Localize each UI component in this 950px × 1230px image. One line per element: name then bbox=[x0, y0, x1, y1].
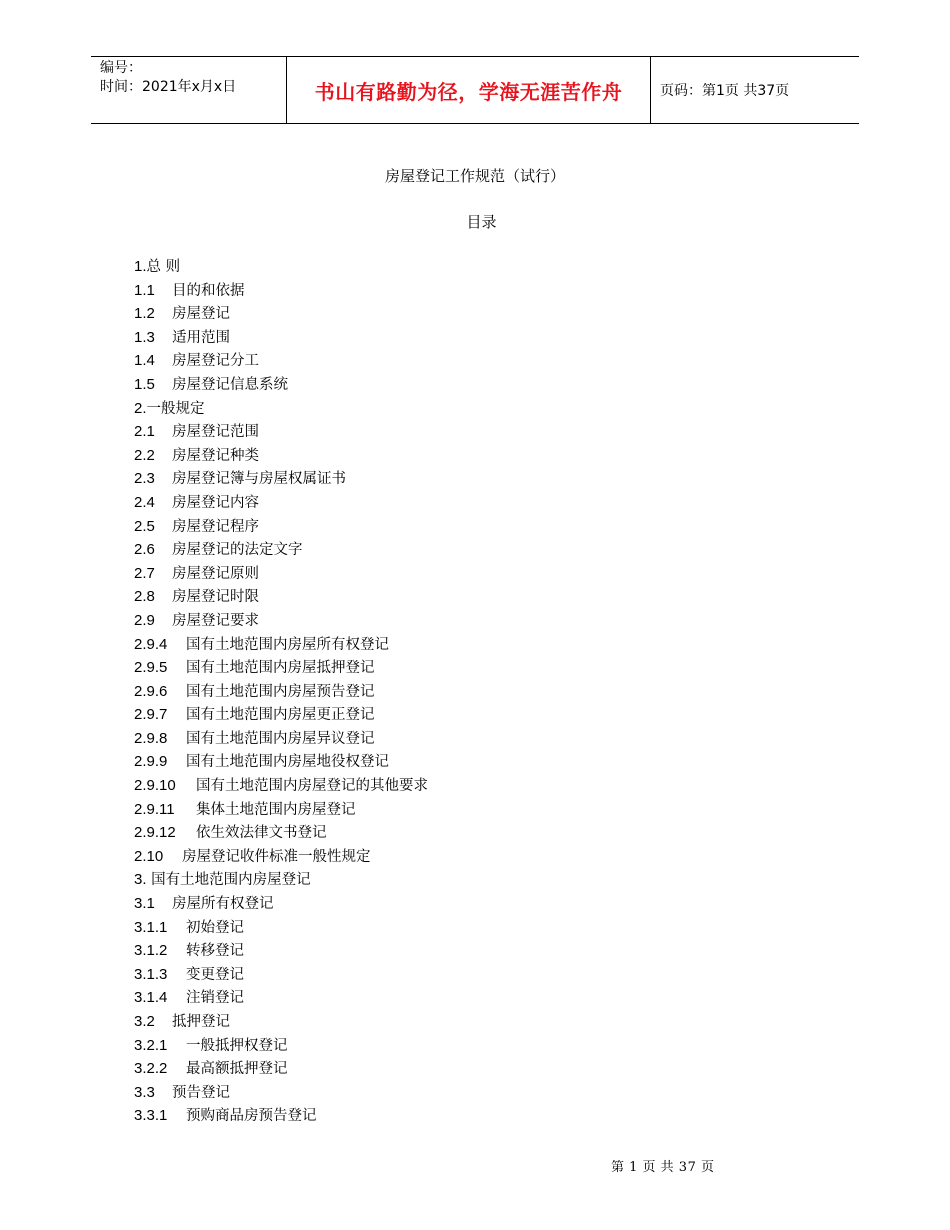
toc-entry bbox=[134, 727, 428, 751]
toc-entry-number: 1. bbox=[134, 258, 147, 275]
toc-entry bbox=[134, 1104, 428, 1128]
toc-entry bbox=[134, 467, 428, 491]
toc-entry-number: 2.9.6 bbox=[134, 682, 168, 700]
toc-entry bbox=[134, 845, 428, 869]
toc-entry-number: 3.1.1 bbox=[134, 918, 168, 936]
toc-entry-number: 2.9.4 bbox=[134, 635, 168, 653]
toc-entry-text: 最高额抵押登记 bbox=[186, 1061, 288, 1078]
toc-entry-text: 抵押登记 bbox=[172, 1014, 230, 1030]
toc-entry bbox=[134, 774, 428, 798]
toc-entry-text: 预购商品房预告登记 bbox=[186, 1108, 317, 1125]
toc-entry bbox=[134, 633, 428, 657]
toc-entry-number: 2.1 bbox=[134, 423, 155, 441]
toc-entry-number: 1.3 bbox=[134, 328, 155, 346]
toc-entry-number: 2.10 bbox=[134, 847, 164, 865]
toc-entry-number: 3.1.2 bbox=[134, 942, 168, 960]
toc-entry bbox=[134, 255, 428, 279]
toc-entry bbox=[134, 562, 428, 586]
toc-entry bbox=[134, 538, 428, 562]
toc-entry-text: 房屋登记信息系统 bbox=[172, 376, 288, 393]
toc-entry bbox=[134, 420, 428, 444]
number-label: 编号： bbox=[100, 60, 142, 76]
toc-entry bbox=[134, 798, 428, 822]
toc-entry bbox=[134, 680, 428, 704]
toc-entry bbox=[134, 609, 428, 633]
toc-entry bbox=[134, 986, 428, 1010]
toc-entry-number: 3.3.1 bbox=[134, 1107, 168, 1125]
toc-entry-text: 目的和依据 bbox=[172, 282, 245, 299]
toc-entry bbox=[134, 279, 428, 303]
toc-entry-number: 1.4 bbox=[134, 352, 155, 370]
toc-entry bbox=[134, 939, 428, 963]
toc-entry-text: 国有土地范围内房屋异议登记 bbox=[186, 730, 375, 747]
toc-entry bbox=[134, 326, 428, 350]
toc-entry-text: 房屋登记要求 bbox=[172, 612, 259, 629]
toc-entry-text: 依生效法律文书登记 bbox=[196, 825, 327, 842]
toc-entry-text: 房屋登记收件标准一般性规定 bbox=[182, 848, 371, 865]
toc-entry-text: 总 则 bbox=[146, 259, 181, 275]
toc-entry-text: 注销登记 bbox=[186, 990, 244, 1007]
toc-entry-number: 2.8 bbox=[134, 588, 155, 606]
time-label: 时间：2021年x月x日 bbox=[100, 79, 237, 95]
toc-title: 目录 bbox=[466, 213, 497, 231]
toc-entry-text: 变更登记 bbox=[186, 966, 244, 983]
toc-entry bbox=[134, 916, 428, 940]
toc-entry-text: 房屋登记的法定文字 bbox=[172, 542, 303, 559]
toc-entry-number: 2.9.5 bbox=[134, 659, 168, 677]
toc-entry-number: 3. bbox=[134, 871, 147, 889]
toc-entry-number: 2.9.10 bbox=[134, 777, 176, 795]
toc-entry-text: 房屋登记分工 bbox=[172, 353, 259, 370]
toc-entry-text: 国有土地范围内房屋更正登记 bbox=[186, 707, 375, 724]
toc-entry bbox=[134, 1081, 428, 1105]
table-of-contents bbox=[134, 255, 428, 1128]
toc-entry-text: 国有土地范围内房屋所有权登记 bbox=[186, 636, 389, 653]
toc-entry-text: 房屋登记时限 bbox=[172, 589, 259, 606]
toc-entry-number: 2.9.8 bbox=[134, 729, 168, 747]
toc-entry-text: 一般规定 bbox=[146, 400, 205, 417]
toc-entry-number: 2.9.11 bbox=[134, 800, 175, 818]
toc-entry-number: 2. bbox=[134, 399, 147, 417]
header-motto: 书山有路勤为径，学海无涯苦作舟 bbox=[287, 57, 651, 123]
toc-entry-number: 2.5 bbox=[134, 517, 155, 535]
toc-entry bbox=[134, 868, 428, 892]
toc-entry-text: 国有土地范围内房屋预告登记 bbox=[186, 683, 375, 700]
toc-entry-number: 1.2 bbox=[134, 305, 155, 323]
toc-entry-text: 集体土地范围内房屋登记 bbox=[196, 801, 356, 818]
document-title: 房屋登记工作规范（试行） bbox=[384, 167, 565, 185]
toc-entry-number: 2.4 bbox=[134, 493, 155, 511]
toc-entry bbox=[134, 373, 428, 397]
toc-entry-number: 1.1 bbox=[134, 281, 155, 299]
toc-entry-text: 预告登记 bbox=[172, 1084, 230, 1101]
toc-entry bbox=[134, 750, 428, 774]
toc-entry-number: 2.6 bbox=[134, 541, 155, 559]
toc-entry-text: 房屋登记内容 bbox=[172, 494, 259, 511]
toc-entry-text: 房屋登记范围 bbox=[172, 424, 259, 441]
toc-entry-text: 转移登记 bbox=[186, 943, 244, 960]
toc-entry bbox=[134, 491, 428, 515]
toc-entry bbox=[134, 397, 428, 421]
toc-entry bbox=[134, 1010, 428, 1034]
toc-entry-text: 初始登记 bbox=[186, 919, 244, 936]
toc-entry bbox=[134, 656, 428, 680]
toc-entry-text: 适用范围 bbox=[172, 329, 230, 346]
toc-entry bbox=[134, 892, 428, 916]
toc-entry bbox=[134, 821, 428, 845]
toc-entry-number: 2.9 bbox=[134, 611, 155, 629]
toc-entry-number: 3.2.2 bbox=[134, 1060, 168, 1078]
toc-entry-text: 国有土地范围内房屋抵押登记 bbox=[186, 660, 375, 677]
toc-entry-number: 2.9.12 bbox=[134, 824, 176, 842]
toc-entry-number: 3.3 bbox=[134, 1083, 155, 1101]
header-page-label: 页码：第1页 共37页 bbox=[660, 83, 790, 99]
toc-entry bbox=[134, 1034, 428, 1058]
toc-entry-text: 房屋登记簿与房屋权属证书 bbox=[172, 471, 346, 488]
toc-entry-number: 3.1.4 bbox=[134, 989, 168, 1007]
toc-entry-text: 国有土地范围内房屋登记 bbox=[146, 872, 311, 889]
toc-entry-number: 2.9.9 bbox=[134, 753, 168, 771]
toc-entry-number: 1.5 bbox=[134, 375, 155, 393]
toc-entry-number: 2.9.7 bbox=[134, 706, 168, 724]
toc-entry bbox=[134, 1057, 428, 1081]
toc-entry-text: 国有土地范围内房屋地役权登记 bbox=[186, 754, 389, 771]
toc-entry-text: 房屋登记原则 bbox=[172, 565, 259, 582]
toc-entry-number: 3.2.1 bbox=[134, 1036, 168, 1054]
toc-entry bbox=[134, 515, 428, 539]
toc-entry bbox=[134, 963, 428, 987]
toc-entry-text: 房屋登记 bbox=[172, 306, 230, 323]
toc-entry bbox=[134, 349, 428, 373]
toc-entry-number: 2.7 bbox=[134, 564, 155, 582]
toc-entry-text: 国有土地范围内房屋登记的其他要求 bbox=[196, 778, 428, 795]
toc-entry-number: 3.1.3 bbox=[134, 965, 168, 983]
toc-entry bbox=[134, 444, 428, 468]
toc-entry bbox=[134, 585, 428, 609]
header-meta bbox=[91, 57, 287, 123]
toc-entry-number: 3.2 bbox=[134, 1013, 155, 1030]
toc-entry-number: 3.1 bbox=[134, 895, 155, 913]
toc-entry-text: 房屋登记程序 bbox=[172, 518, 259, 535]
toc-entry-number: 2.3 bbox=[134, 470, 155, 488]
toc-entry bbox=[134, 302, 428, 326]
toc-entry-text: 房屋所有权登记 bbox=[172, 896, 274, 913]
toc-entry-text: 一般抵押权登记 bbox=[186, 1037, 288, 1054]
page-footer: 第 1 页 共 37 页 bbox=[611, 1160, 715, 1175]
toc-entry-number: 2.2 bbox=[134, 446, 155, 464]
toc-entry-text: 房屋登记种类 bbox=[172, 447, 259, 464]
toc-entry bbox=[134, 703, 428, 727]
page-header bbox=[91, 56, 859, 124]
